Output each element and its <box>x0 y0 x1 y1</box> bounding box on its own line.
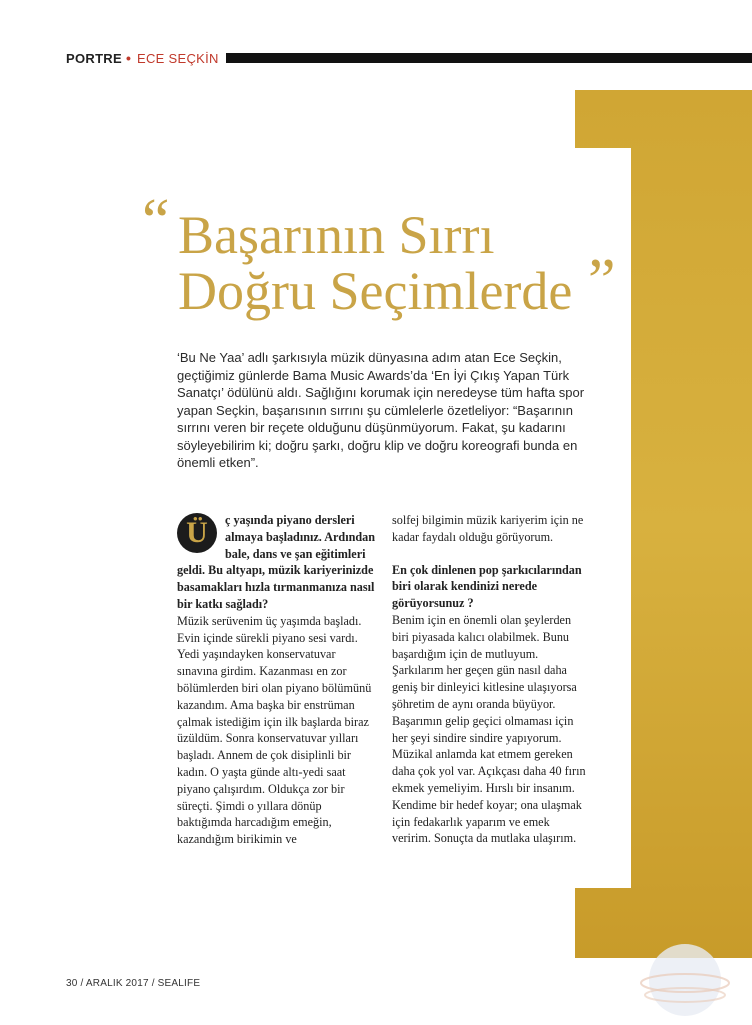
page-number: 30 <box>66 978 78 989</box>
answer-2: Benim için en önemli olan şeylerden biri piyasada kalıcı olabilmek. Bunu başardığım için de mutluyum. Şarkılarım her geçen gün nasıl daha geniş bir dinleyici kitlesine ulaşıyorsa şöhretim de aynı oranda büyüyor. Başarımın gelip geçici olmaması için her şeyi sindire sindire yapıyorum. Müzikal anlamda kat etmem gereken daha çok yol var. Açıkçası daha 40 fırın ekmek yemeliyim. Hırslı bir insanım. Kendime bir hedef koyar; ona ulaşmak için fedakarlık yaparım ve emek veririm. Sonuçta da mutlaka ulaşırım. <box>392 612 586 846</box>
page-footer <box>66 978 200 989</box>
page-header <box>66 50 752 66</box>
answer-1-continuation: solfej bilgimin müzik kariyerim için ne kadar faydalı olduğu görüyorum. <box>392 513 584 544</box>
paragraph-gap <box>392 546 590 562</box>
subject-name: ECE SEÇKİN <box>137 51 219 66</box>
right-column <box>392 512 590 847</box>
title-line-2: Doğru Seçimlerde <box>178 261 573 321</box>
header-rule <box>226 53 752 63</box>
lead-paragraph: ‘Bu Ne Yaa’ adlı şarkısıyla müzik dünyasına adım atan Ece Seçkin, geçtiğimiz günlerde Bama Music Awards’da ‘En İyi Çıkış Yapan Türk Sanatçı’ ödülünü aldı. Sağlığını korumak için neredeyse tüm hafta spor yapan Seçkin, başarısının sırrını şu cümlelerle özetleliyor: “Başarının sırrını veren bir reçete olduğunu düşünmüyorum. Fakat, şu kadarını söyleyebilirim ki; doğru şarkı, doğru klip ve doğru koreografi bunda en önemli etken”. <box>177 350 585 470</box>
magazine-name: SEALIFE <box>157 978 201 989</box>
footer-sep-1: / <box>77 978 86 989</box>
issue-date: ARALIK 2017 <box>85 978 149 989</box>
question-2: En çok dinlenen pop şarkıcılarından biri olarak kendinizi nerede görüyorsunuz ? <box>392 562 582 611</box>
left-column <box>177 512 377 848</box>
section-label: PORTRE <box>66 51 122 66</box>
answer-1: Müzik serüvenim üç yaşımda başladı. Evin içinde sürekli piyano sesi vardı. Yedi yaşındayken konservatuvar sınavına girdim. Kazanması en zor bölümlerden biri olan piyano bölümünü kazandım. Ama başka bir enstrüman çalmak istediğim için ilk başlarda biraz üzüldüm. Sonra konservatuvar yılları başladı. Annem de çok disiplinli bir kadın. O yaşta günde altı-yedi saat piyano çalışırdım. Oldukça zor bir süreçti. Şimdi o yıllara dönüp baktığımda harcadığım emeğin, kazandığım birikimin ve <box>177 613 372 847</box>
section-separator: • <box>126 50 131 66</box>
drop-cap: Ü <box>177 513 217 553</box>
sphere-logo-icon <box>640 935 730 1025</box>
title-open-quote: “ <box>142 187 170 255</box>
footer-sep-2: / <box>148 978 158 989</box>
title-line-1: Başarının Sırrı <box>178 205 495 265</box>
question-1: ç yaşında piyano dersleri almaya başladınız. Ardından bale, dans ve şan eğitimleri geldi. Bu altyapı, müzik kariyerinizde basamakları hızla tırmanmanıza nasıl bir katkı sağladı? <box>177 513 376 611</box>
title-close-quote: ” <box>588 247 616 315</box>
